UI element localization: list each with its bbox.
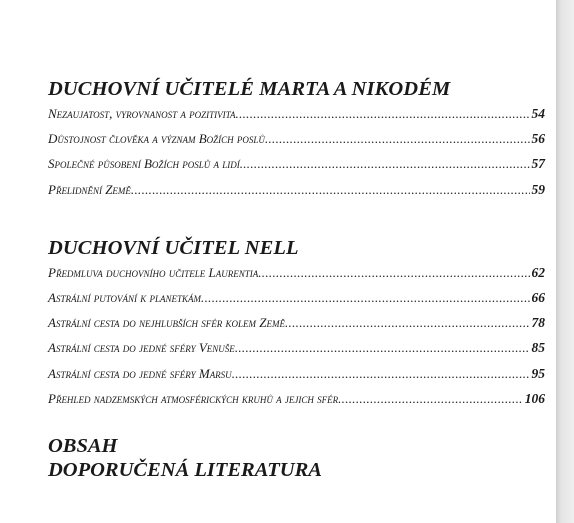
toc-entry xyxy=(48,366,545,391)
toc-entry-page: 78 xyxy=(531,315,545,331)
toc-entry-title: Astrální cesta do jedné sféry Venuše xyxy=(48,340,235,356)
toc-entry-title: Astrální cesta do nejhlubších sfér kolem Země xyxy=(48,315,285,331)
toc-entry xyxy=(48,106,545,131)
toc-entry xyxy=(48,182,545,207)
toc-entry xyxy=(48,131,545,156)
toc-entry-page: 66 xyxy=(531,289,545,305)
toc-entry-page: 57 xyxy=(531,156,545,172)
dot-leader xyxy=(258,265,529,281)
table-of-contents xyxy=(48,76,545,482)
dot-leader xyxy=(236,106,530,122)
toc-entry-page: 106 xyxy=(524,390,545,406)
dot-leader xyxy=(240,156,530,172)
toc-entry-title: Důstojnost člověka a význam Božích poslů xyxy=(48,131,265,147)
page-edge-shadow xyxy=(556,0,574,523)
toc-entry-page: 95 xyxy=(531,365,545,381)
toc-entry-page: 85 xyxy=(531,340,545,356)
dot-leader xyxy=(265,131,530,147)
dot-leader xyxy=(201,290,529,306)
toc-entry-page: 59 xyxy=(531,181,545,197)
toc-entry-title: Společné působení Božích poslů a lidí xyxy=(48,156,240,172)
toc-entry-title: Přehled nadzemských atmosférických kruhů a jejich sfér xyxy=(48,390,339,406)
dot-leader xyxy=(338,391,523,407)
toc-entry-page: 62 xyxy=(531,264,545,280)
toc-final-headings xyxy=(48,434,545,482)
toc-entry-title: Přelidnění Země xyxy=(48,181,131,197)
literature-heading: DOPORUČENÁ LITERATURA xyxy=(48,458,322,481)
toc-entry xyxy=(48,340,545,365)
toc-entry-title: Astrální cesta do jedné sféry Marsu xyxy=(48,365,232,381)
dot-leader xyxy=(131,182,530,198)
toc-entry xyxy=(48,265,545,290)
toc-entry xyxy=(48,156,545,181)
dot-leader xyxy=(232,366,530,382)
dot-leader xyxy=(235,340,530,356)
section-heading: DUCHOVNÍ UČITELÉ MARTA A NIKODÉM xyxy=(48,78,451,100)
toc-entry-page: 54 xyxy=(531,106,545,121)
dot-leader xyxy=(285,315,530,331)
toc-entry-title: Předmluva duchovního učitele Laurentia xyxy=(48,264,259,280)
toc-entry xyxy=(48,391,545,416)
toc-entry-title: Astrální putování k planetkám xyxy=(48,289,202,305)
toc-section-nell xyxy=(48,235,545,416)
obsah-heading: OBSAH xyxy=(48,434,118,457)
toc-entry-page: 56 xyxy=(531,131,545,147)
toc-section-marta-nikodem xyxy=(48,76,545,207)
toc-entry-title: Nezaujatost, vyrovnanost a pozitivita xyxy=(48,106,236,121)
section-heading: DUCHOVNÍ UČITEL NELL xyxy=(48,236,299,259)
toc-entry xyxy=(48,315,545,340)
toc-entry xyxy=(48,290,545,315)
